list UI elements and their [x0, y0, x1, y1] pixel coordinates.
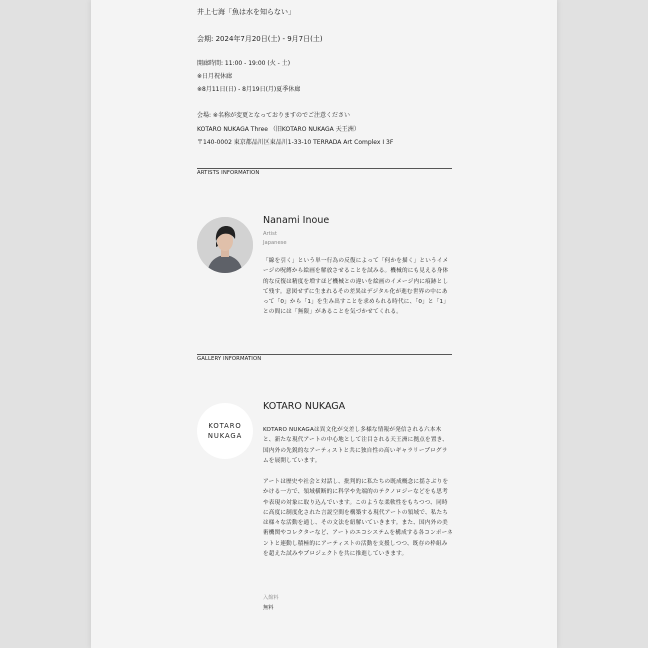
admission-label: 入館料	[263, 595, 279, 601]
gallery-section-label: GALLERY INFORMATION	[197, 356, 262, 362]
artist-name: Nanami Inoue	[263, 215, 330, 226]
artist-bio: 「線を引く」という単一行為の反復によって「何かを描く」というイメージの呪縛から絵画を解放させることを試みる。機械的にも見える身体的な反復は精度を増すほど機械との違いを絵画のイメージ内に痕跡として残す。意図せずに生まれるその差異はデジタル化が進む世界の中にあって「0」から「1」を生み出すことを求められる時代に、「0」と「1」との間には「無限」があることを気づかせてくれる。	[263, 258, 450, 316]
section-divider	[197, 354, 452, 355]
gallery-logo	[197, 403, 253, 459]
artists-section-label: ARTISTS INFORMATION	[197, 170, 260, 176]
artist-role: Artist	[263, 231, 277, 237]
gallery-description: KOTARO NUKAGAは異文化が交差し多様な情報が発信される六本木と、新たな現代アートの中心地として注目される天王洲に拠点を置き、国内外の先鋭的なアーティストと共に独自性の高いギャラリープログラムを展開しています。	[263, 427, 449, 464]
article-page	[91, 0, 557, 648]
exhibition-title: 井上七海「魚は水を知らない」	[197, 8, 295, 16]
artist-nationality: Japanese	[263, 240, 287, 246]
gallery-logo-line2: NUKAGA	[207, 432, 243, 440]
exhibition-period: 会期: 2024年7月20日(土) - 9月7日(土)	[197, 35, 323, 43]
admission-value: 無料	[263, 605, 274, 611]
venue-address: 〒140-0002 東京都品川区東品川1-33-10 TERRADA Art Complex I 3F	[197, 139, 394, 146]
gallery-logo-line1: KOTARO	[208, 422, 242, 430]
artist-portrait-image	[197, 217, 253, 273]
venue-note: 会場: ※名称が変更となっておりますのでご注意ください	[197, 112, 350, 119]
opening-hours: 開廊時間: 11:00 - 19:00 (火 - 土)	[197, 60, 291, 67]
section-divider	[197, 168, 452, 169]
gallery-philosophy: アートは歴史や社会と対話し、批判的に私たちの既成概念に揺さぶりをかける一方で、領域横断的に科学や先端的のテクノロジーなどをも思考や表現の対象に取り込んでいます。このような柔軟性をもちつつ、同時に高度に制度化された言説空間を構築する現代アートの領域で、私たちは様々な活動を通し、その文法を紐解いていきます。また、国内外の美術機関やコレクターなど、アートのエコシステムを構成する各コンポーネントと連動し積極的にアーティストの活動を支援しつつ、既存の枠組みを超えた試みやプロジェクトを共に推進していきます。	[263, 479, 453, 558]
gallery-name: KOTARO NUKAGA	[263, 401, 346, 412]
closed-days: ※日月祝休廊	[197, 73, 233, 80]
summer-closure: ※8月11日(日) - 8月19日(月)夏季休廊	[197, 86, 301, 93]
artist-avatar	[197, 217, 253, 273]
venue-name: KOTARO NUKAGA Three （旧KOTARO NUKAGA 天王洲）	[197, 126, 360, 133]
